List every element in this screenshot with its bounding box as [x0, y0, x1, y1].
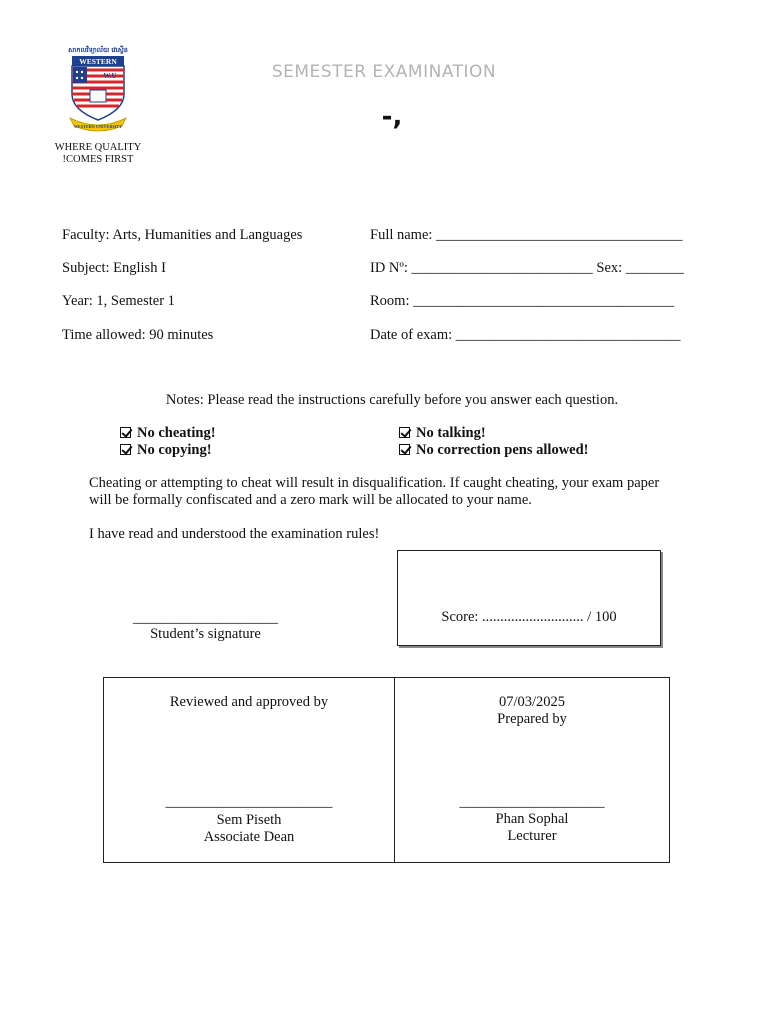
time-allowed-text: Time allowed: 90 minutes: [62, 327, 214, 343]
id-sex-field[interactable]: ID Nº: _________________________ Sex: ________: [370, 260, 684, 276]
rule-no-cheating: [120, 425, 216, 442]
preparer-signature-line: ____________________: [459, 794, 605, 810]
room-field[interactable]: Room: ____________________________________: [370, 293, 675, 309]
rule-label: No correction pens allowed!: [416, 442, 589, 458]
reviewer-cell: [104, 678, 395, 862]
checked-box-icon: [399, 444, 410, 455]
rule-label: No copying!: [137, 442, 212, 458]
university-crest-icon: [66, 42, 130, 134]
university-logo: [52, 42, 144, 166]
disqualification-warning: Cheating or attempting to cheat will result in disqualification. If caught cheating, your exam paper will be formally confiscated and a zero mark will be allocated to your name.: [89, 475, 660, 508]
faculty-text: Faculty: Arts, Humanities and Languages: [62, 227, 303, 243]
logo-emblem-text: W.U: [103, 72, 117, 80]
acknowledgement-text: I have read and understood the examination rules!: [89, 526, 380, 542]
student-signature-line[interactable]: ____________________: [133, 610, 278, 626]
reviewed-heading: Reviewed and approved by: [169, 694, 329, 710]
logo-khmer-text: សាកលវិទ្យាល័យ វេស្ទើន: [68, 46, 128, 54]
preparer-cell: [395, 678, 669, 862]
preparation-date: 07/03/2025: [498, 694, 566, 710]
logo-banner-text: WESTERN: [79, 57, 117, 66]
rule-label: No talking!: [416, 425, 486, 441]
checked-box-icon: [399, 427, 410, 438]
university-motto: [52, 142, 144, 166]
reviewer-signature-line: _______________________: [165, 794, 333, 810]
full-name-field[interactable]: Full name: __________________________________: [370, 227, 683, 243]
score-box: [397, 550, 661, 646]
page-title: SEMESTER EXAMINATION: [271, 62, 497, 82]
rule-no-talking: [399, 425, 486, 442]
motto-line-2: !COMES FIRST: [62, 154, 134, 165]
motto-line-1: WHERE QUALITY: [54, 142, 142, 153]
exam-date-field[interactable]: Date of exam: _______________________________: [370, 327, 681, 343]
logo-ribbon-text: WESTERN UNIVERSITY: [73, 124, 123, 129]
reviewer-name: Sem Piseth: [216, 812, 282, 828]
rule-no-copying: [120, 442, 212, 459]
preparer-name: Phan Sophal: [495, 811, 569, 827]
preparer-role: Lecturer: [507, 828, 557, 844]
reviewer-role: Associate Dean: [203, 829, 295, 845]
rule-no-correction-pens: [399, 442, 589, 459]
checked-box-icon: [120, 444, 131, 455]
checked-box-icon: [120, 427, 131, 438]
title-subtext: -,: [381, 102, 403, 132]
score-text: Score: ............................ / 100: [441, 609, 617, 625]
year-semester-text: Year: 1, Semester 1: [62, 293, 175, 309]
approval-table: [103, 677, 670, 863]
notes-text: Notes: Please read the instructions carefully before you answer each question.: [165, 392, 619, 408]
prepared-heading: Prepared by: [497, 711, 567, 727]
student-signature-label: Student’s signature: [150, 626, 261, 642]
subject-text: Subject: English I: [62, 260, 166, 276]
rule-label: No cheating!: [137, 425, 216, 441]
